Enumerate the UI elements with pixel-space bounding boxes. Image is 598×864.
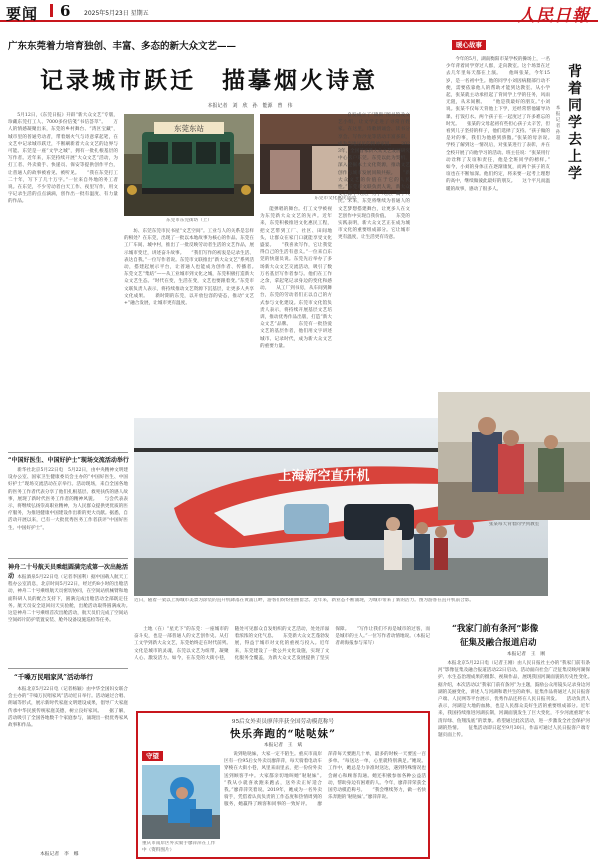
side-photo-caption: 张某每天背着同学到教室 — [488, 522, 540, 527]
svg-text:东莞东站: 东莞东站 — [174, 124, 204, 133]
courier-photo — [142, 765, 220, 839]
left-divider-2 — [8, 558, 128, 559]
left-story3-body: 本报北京5月22日电（记者杨颖）由中华全国妇女联合会主办的“千嗓万民唱家风”活动近日举行。活动通过合唱、朗诵等形式，展示新时代家庭文明建设成果，倡导广大家庭传承中华民族传统家庭美德，树立良好家风。 据了解，活动吸引了全国各地数千个家庭参与，涌现出一批优秀家风故事和作品。 — [8, 687, 128, 729]
main-headline: 记录城市跃迁 描摹烟火诗意 — [40, 67, 378, 94]
right-lower-body: 本报北京5月22日电（记者王刚）由人民日报社主办的“我家门前有条河”影像征集及融合报道活动22日启动。活动面向社会广泛征集反映河湖保护、水生态治理成果的摄影、视频作品，展现我国河湖面貌的历史性变化。 据介绍，本次活动以“我家门前有条河”为主题，鼓励公众用镜头记录身边河湖的美丽变化，讲述人与河湖和谐共生的故事。征集作品将通过人民日报客户端、人民网等平台展示，优秀作品还将在人民日报刊发。 活动负责人表示，河湖是大地的血脉，也是人民群众美好生活的重要组成部分。近年来，我国持续推进河湖长制，河湖面貌发生了巨大变化，不少河流重现“水清岸绿、鱼翔浅底”的景象。希望通过此次活动，进一步激发全社会保护河湖的热情。 征集活动即日起至9月30日，作品可通过人民日报客户端专题页面上传。 — [438, 661, 590, 739]
side-tag-label: 暖心故事 — [456, 41, 482, 49]
main-body-col3: 能弹唱的舞台。打工文学被视为东莞新大众文艺的先声。近年来，东莞积极推进文化惠民工程，把文艺带到工厂、社区、田间地头，让群众在家门口就能享受文化盛宴。 “我喜欢写作，它让我觉得自己的生活有意义。”一位来自东莞的快递员说。东莞先后举办了多场新大众文艺交流活动，吸引了数万名基层写作者参与。他们在工作之余，拿起笔记录身边的变化和感动。 从工厂到书房，从车间到舞台，东莞的劳动者们正以自己的方式参与文化建设。东莞市文化馆负责人表示，将持续开展基层文艺培训，推动优秀作品出版，打造“新大众文艺”品牌。 东莞有一批热爱文艺的基层作者，他们用文字讲述城市、记录时代，成为新大众文艺的重要力量。 — [260, 207, 332, 349]
left-story1-body: 新华社北京5月22日电 5月22日，由中央精神文明建设办公室、国家卫生健康委员会主办的“中国好医生、中国好护士”现场交流活动在京举行。活动现场，来自全国各地的医务工作者代表分享了他们扎根基层、救死扶伤的感人故事，展现了新时代医务工作者的精神风貌。 与会代表表示，将继续弘扬崇高职业精神，为人民群众提供更优质的医疗服务，为推进健康中国建设作出新的更大贡献。据悉，自活动开展以来，已有一大批优秀医务工作者获评“中国好医生、中国好护士”。 — [8, 468, 128, 531]
main-body-col5-text: 土地（在）“星光下”的东莞：一座城市的奋斗史，也是一部普通人的文艺创作史。从打工文学到新大众文艺，东莞始终走在时代前列。 文化是城市的灵魂，东莞以文艺为纽带，凝聚人心、激发活力。如今，在东莞的大街小巷，随处可见群众自发组织的文艺活动，处处洋溢着浓浓的文化气息。 东莞新大众文艺蓬勃发展，得益于城市对文化的重视与投入。近年来，东莞建设了一批公共文化设施，实现了文化服务全覆盖，为新大众文艺发展提供了坚实保障。 “写作让我们不再是城市的过客，而是城市的主人。”一位写作者动情地说。（本报记者胡海报参与采写） — [134, 627, 430, 661]
bottom-tag-label: 守望 — [146, 752, 159, 760]
tram-photo-caption: 东莞市东莞街坊（上） — [166, 218, 212, 223]
side-body: 今年的5月，湖南衡阳市某学校的操场上，一名少年背着同学穿过人群，走向教室。这个场景在过去几年里每天都在上演。 他叫张某，今年15岁，是一名初中生。他的同学小刘因病腿部行动不便，需要依靠他人的帮助才能到达教室。从小学起，张某就主动承担起了背同学上学的任务，风雨无阻，从未间断。 “他是我最好的朋友。”小刘说。张某不仅每天背他上下学，还经常帮他辅导功课、打饭打水。两个孩子在一起度过了许多难忘的时光。 张某的父母起初有些担心孩子太辛苦，但看到儿子坚持的样子，他们选择了支持。“孩子做的是对的事，我们为他感到骄傲。”张某的母亲说。 学校了解到这一情况后，对张某进行了表彰，并在全校开展了向他学习的活动。班主任说：“张某用行动诠释了友谊和责任，他是全班同学的榜样。” 如今，小刘的身体正在逐渐康复，而两个孩子的友谊也在不断加深。他们约定，将来要一起考上理想的高中，继续做彼此最好的朋友。 这个平凡而温暖的故事，感动了很多人。 — [446, 57, 550, 192]
main-byline: 本报记者 刘 欣 孙 能源 曾 伟 — [207, 103, 293, 109]
left-divider-1 — [8, 452, 128, 453]
bottom-headline: 快乐奔跑的“哒哒妹” — [229, 728, 337, 740]
main-body-col2: 坊、东莞东莞市民书屋“文艺空间”。工业与人的关系是怎样的相处？在东莞，出现了一批以本地故事为核心的作品。东莞在工厂车间、城中村，推出了一批反映劳动者生活的文艺作品，展示城市变迁，讲述奋斗故事。 “我们写作的初衷是记录生活、表达自我。”一位写作者说。东莞市文联推出“新大众文艺”系列活动，搭建起展示平台，让普通人也能成为创作者、传播者。 东莞文艺“集结”——从工业城市到文化之城，东莞积极打造新大众文艺生态。“时代在变，生活在变，文艺也要跟着变。”东莞市文联负责人表示，将持续推动文艺资源下沉基层，让更多人共享文化成果。 新时期的东莞，以开放包容的姿态，推动“文艺+”融合发展，让城市更有温度。 — [124, 229, 254, 307]
main-kicker: 广东东莞着力培育独创、丰富、多态的新大众文艺—— — [8, 41, 237, 52]
helicopter-livery-text: 上海新空直升机 — [278, 469, 370, 484]
classroom-photo — [438, 392, 590, 520]
page-number: 6 — [60, 2, 71, 20]
main-body-col1: 5月12日，《东莞日报》开辟“新大众文艺”专版，珍藏东莞打工人、7000多份信笺“书信荟萃”。 万人的情感凝聚出来，东莞的乡村舞台、“湾区宝藏”，城市里的普通劳动者，带着烟火气与诗意拿起笔，在文艺中记录城市跃迁，不断刷新着大众文艺的边界与可能。东莞是一座“文学之城”，拥有一批扎根基层的写作者。近年来，东莞持续开展“大众文艺”活动，为打工者、外卖骑手、快递员、保安等提供创作平台，让普通人的故事被看见、被听见。 “我在东莞打工二十年，写下了几十万字。”一位来自外地的务工者说。在东莞，不少劳动者白天工作、夜里写作，用文字记录生活的点点滴滴，创作出一批有温度、有力量的作品。 — [8, 113, 118, 205]
left-story1-headline: “中国好医生、中国好护士”现场交流活动举行 — [8, 457, 129, 464]
newspaper-logo: 人民日報 — [518, 6, 590, 26]
bottom-section-tag — [142, 751, 163, 761]
section-divider — [50, 4, 53, 17]
main-body-col4: 自发成立了“镇街”图书馆及文艺小组，让文学走进了寻常百姓家。在这里，诗歌朗诵会、读书分享会、写作沙龙等活动丰富多彩，成为当地居民的精神家园。 2023年，全国首家新大众文艺发展研究中心落户东莞。东莞以此为契机，深入挖掘本土文化资源，推动文艺创作与城市发展同频共振。 “新大众文艺的价值在于它的人民性。”东莞市文联负责人说，新大众文艺源于人民、为了人民、属于人民。未来，东莞将继续为普通人的文艺梦想搭建舞台，让更多人在文艺创作中实现自我价值。 东莞的实践表明，新大众文艺正在成为城市文化的重要组成部分。它让城市更有温度，让生活更有诗意。 — [338, 113, 410, 241]
section-name: 要闻 — [6, 5, 39, 23]
side-vertical-title: 背着同学去上学 — [568, 64, 582, 182]
masthead — [0, 0, 598, 26]
right-lower-headline: “我家门前有条河”影像 — [452, 624, 539, 634]
bottom-feature-box — [136, 711, 430, 859]
right-lower-byline: 本报记者 王 刚 — [506, 652, 546, 657]
stage-photo-caption: 东莞市文化惠民活动 — [314, 196, 356, 201]
left-story2-headline: 神舟二十号航天员乘组圆满完成第一次出舱活动 — [8, 564, 129, 580]
left-divider-3 — [8, 668, 128, 669]
right-lower-headline-2: 征集及融合报道启动 — [460, 638, 537, 648]
left-story3-headline: “千嗓万民唱家风”活动举行 — [14, 673, 93, 681]
left-story3-byline: 本报记者 李 娜 — [40, 852, 79, 857]
bottom-body: 说到哒哒妹，大家一定不陌生。重庆市南岸区有一位95后女外卖员廖萍萍，每天骑着电动车穿梭在大街小巷，风里来雨里去，把一份份外卖送到顾客手中。大家都亲切地叫她“哒哒妹”。 “我从小就喜欢跑来跑去，送外卖正好适合我。”廖萍萍笑着说。2019年，她成为一名外卖骑手，凭借着认真负责的工作态度和热情周到的服务，她赢得了顾客和同事的一致好评。 廖萍萍每天要跑几十单，最多的时候一天要送一百多单。“每送达一单，心里就特别满足。”她说。工作中，她总是力争准时送达，遇到特殊情况也会耐心和顾客沟通。她还积极参加各种公益活动，帮助身边有困难的人。今年，廖萍萍荣获全国劳动模范称号。 “我会继续努力，做一名快乐奔跑的‘哒哒妹’。”廖萍萍说。 — [224, 752, 426, 808]
side-section-tag — [452, 40, 486, 50]
helicopter-photo-caption: 近日，随着一架以上海城市美景为涂装的直升机降落在黄浦江畔，游客们纷纷拍照留念。近年来，新业态不断涌现，为城市带来了新的活力。图为游客在直升机前合影。 — [134, 598, 474, 603]
tram-photo — [124, 114, 254, 216]
bottom-kicker: 95后女外卖员廖萍萍获全国劳动模范称号 — [231, 719, 335, 725]
side-vertical-author: 本报记者 孙 超 — [555, 106, 565, 141]
left-story2-body: 本报酒泉5月22日电（记者李国利）据中国载人航天工程办公室消息，北京时间5月22日，经过约8小时的出舱活动，神舟二十号乘组航天员密切协同，在空间站机械臂和地面科研人员的配合支持下，圆满完成出舱活动全部既定任务。航天员安全返回问天实验舱，出舱活动取得圆满成功。 这是神舟二十号乘组首次出舱活动，航天员们完成了空间站空间碎片防护装置安装、舱外设备设施巡检等任务。 — [8, 575, 128, 624]
bottom-byline: 本报记者 王 斌 — [263, 743, 303, 748]
courier-photo-caption: 重庆市南岸区外卖骑手廖萍萍在工作中（资料图片） — [142, 841, 216, 853]
issue-date: 2025年5月23日 星期五 — [84, 10, 149, 17]
